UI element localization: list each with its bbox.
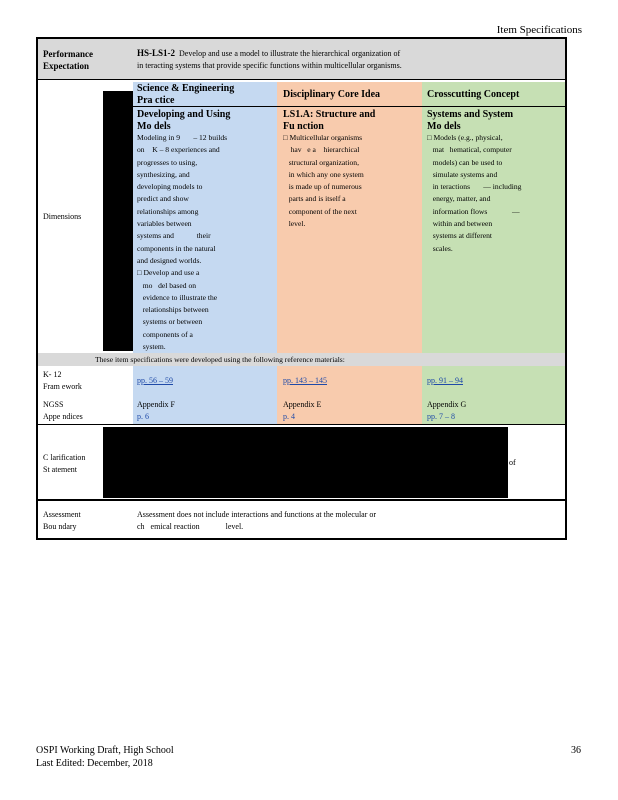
sep-body-line: and designed worlds. (137, 255, 202, 265)
k12-label-line1: K- 12 (43, 370, 62, 379)
ccc-sub-line2: Mo dels (427, 121, 461, 132)
assessment-boundary-text (137, 509, 376, 533)
ccc-body-line: mat hematical, computer (427, 145, 512, 155)
sep-body-line: predict and show (137, 194, 189, 204)
clarification-statement-label (43, 452, 85, 476)
k12-sep-link[interactable]: pp. 56 – 59 (137, 376, 173, 385)
dci-body-line: parts and is itself a (283, 194, 346, 204)
sep-body-line: relationships between (137, 305, 209, 315)
dci-body (283, 132, 421, 230)
ccc-body-line: □ Models (e.g., physical, (427, 133, 503, 142)
ngss-ccc-page-link[interactable]: pp. 7 – 8 (427, 412, 455, 421)
page-number: 36 (571, 745, 581, 756)
ccc-body-line: systems at different (427, 231, 493, 241)
sep-body-line: systems or between (137, 317, 203, 327)
sep-subheading (137, 109, 277, 133)
ccc-body-line: information flows — (427, 206, 520, 216)
redacted-block-clarification (103, 427, 508, 498)
sep-body-line: components of a (137, 329, 193, 339)
k12-dci-link[interactable]: pp. 143 – 145 (283, 376, 327, 385)
assessment-label-line1: Assessment (43, 510, 81, 519)
ccc-body (427, 132, 565, 255)
assessment-text-line2: ch emical reaction level. (137, 522, 244, 531)
ccc-body-line: energy, matter, and (427, 194, 491, 204)
sep-heading (137, 83, 277, 107)
dci-heading: Disciplinary Core Idea (283, 89, 381, 100)
ref-bottom-divider (38, 424, 565, 425)
clarification-visible-tail: of (509, 458, 516, 467)
ref-dci-cell (277, 366, 422, 424)
sep-body-line: components in the natural (137, 243, 216, 253)
sep-body-line: progresses to using, (137, 157, 198, 167)
pe-label-line2: Expectation (43, 61, 89, 71)
ngss-label-line2: Appe ndices (43, 412, 83, 421)
ngss-dci-appendix: Appendix E (283, 400, 322, 409)
dimensions-label: Dimensions (43, 212, 82, 221)
clarification-label-line2: St atement (43, 465, 77, 474)
ngss-sep-appendix: Appendix F (137, 400, 175, 409)
assessment-label-line2: Bou ndary (43, 522, 77, 531)
reference-intro-bar (38, 353, 565, 366)
ngss-dci-page-link[interactable]: p. 4 (283, 412, 295, 421)
ccc-subheading (427, 109, 565, 133)
dci-subheading (283, 109, 421, 133)
sep-heading-line2: Pra ctice (137, 95, 175, 106)
ccc-body-line: models) can be used to (427, 157, 503, 167)
dci-body-line: □ Multicellular organisms (283, 133, 363, 142)
sep-body-line: Modeling in 9 – 12 builds (137, 133, 228, 142)
sep-body-line: variables between (137, 219, 192, 229)
sep-body-line: developing models to (137, 182, 203, 192)
k12-label-line2: Fram ework (43, 382, 82, 391)
clarification-label-line1: C larification (43, 453, 86, 462)
ccc-sub-line1: Systems and System (427, 109, 514, 120)
redacted-block-dimensions (103, 91, 133, 351)
sep-body-line: mo del based on (137, 280, 197, 290)
sep-body-line: □ Develop and use a (137, 268, 200, 278)
footer-line1: OSPI Working Draft, High School (36, 745, 174, 756)
dci-body-line: hav e a hierarchical (283, 145, 360, 155)
pe-code: HS-LS1-2 (137, 48, 176, 58)
ccc-body-line: simulate systems and (427, 169, 498, 179)
assessment-boundary-label (43, 509, 81, 533)
sep-body-line: synthesizing, and (137, 169, 190, 179)
dci-body-line: is made up of numerous (283, 182, 362, 192)
ngss-ccc-appendix: Appendix G (427, 400, 467, 409)
pe-text-line1: Develop and use a model to illustrate the hierarchical organization of (179, 49, 401, 58)
ccc-body-line: in teractions — including (427, 182, 522, 192)
reference-intro: These item specifications were developed using the following reference materials: (95, 355, 345, 364)
footer-left (36, 744, 174, 770)
ref-sep-cell (133, 366, 277, 424)
dci-body-line: level. (283, 219, 306, 229)
ngss-label-line1: NGSS (43, 400, 64, 409)
dci-body-line: component of the next (283, 206, 357, 216)
ngss-sep-page-link[interactable]: p. 6 (137, 412, 149, 421)
sep-sub-line1: Developing and Using (137, 109, 231, 120)
assessment-text-line1: Assessment does not include interactions and functions at the molecular or (137, 510, 377, 519)
sep-heading-line1: Science & Engineering (137, 83, 235, 94)
ccc-heading: Crosscutting Concept (427, 89, 520, 100)
k12-ccc-link[interactable]: pp. 91 – 94 (427, 376, 463, 385)
sep-body-line: evidence to illustrate the (137, 292, 218, 302)
header-title: Item Specifications (496, 24, 582, 36)
dci-body-line: in which any one system (283, 169, 364, 179)
sep-body (137, 132, 275, 353)
ngss-appendices-label (43, 399, 83, 423)
dci-body-line: structural organization, (283, 157, 359, 167)
dci-sub-line2: Fu nction (283, 121, 324, 132)
sep-body-line: systems and their (137, 231, 211, 241)
sep-sub-line2: Mo dels (137, 121, 171, 132)
pe-label-line1: Performance (43, 49, 93, 59)
ccc-body-line: within and between (427, 219, 493, 229)
k12-framework-label (43, 369, 82, 393)
dci-sub-line1: LS1.A: Structure and (283, 109, 376, 120)
sep-body-line: system. (137, 342, 166, 352)
clarification-bottom-divider (38, 499, 565, 501)
sep-body-line: on K – 8 experiences and (137, 145, 220, 155)
ccc-body-line: scales. (427, 243, 453, 253)
sep-body-line: relationships among (137, 206, 199, 216)
performance-expectation-label (43, 48, 123, 72)
pe-text-line2: in teracting systems that provide specific functions within multicellular organisms. (137, 61, 402, 70)
footer-line2: Last Edited: December, 2018 (36, 758, 153, 769)
performance-expectation-text (137, 47, 437, 72)
